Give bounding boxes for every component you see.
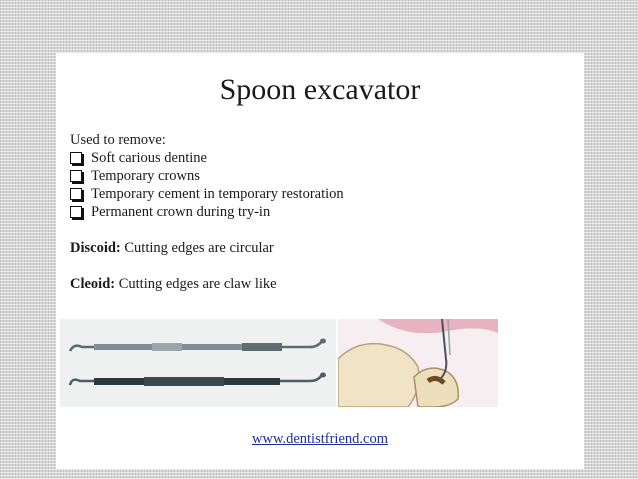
slide-body	[70, 131, 570, 293]
uses-list	[70, 149, 570, 221]
checkbox-bullet-icon	[70, 188, 82, 200]
slide-title: Spoon excavator	[219, 73, 421, 106]
uses-heading: Used to remove:	[70, 132, 166, 148]
slide-panel	[56, 53, 584, 469]
discoid-definition	[70, 239, 570, 257]
cleoid-definition	[70, 275, 570, 293]
checkbox-bullet-icon	[70, 152, 82, 164]
website-link[interactable]: www.dentistfriend.com	[252, 431, 388, 447]
instruments-image	[60, 319, 336, 407]
cleoid-label: Cleoid:	[70, 276, 116, 292]
list-item: Soft carious dentine	[70, 149, 570, 167]
discoid-label: Discoid:	[70, 240, 121, 256]
list-item: Permanent crown during try-in	[70, 203, 570, 221]
discoid-text: Cutting edges are circular	[120, 240, 274, 256]
checkbox-bullet-icon	[70, 206, 82, 218]
list-item: Temporary crowns	[70, 167, 570, 185]
checkbox-bullet-icon	[70, 170, 82, 182]
tooth-image	[338, 319, 498, 407]
cleoid-text: Cutting edges are claw like	[115, 276, 277, 292]
list-item: Temporary cement in temporary restoration	[70, 185, 570, 203]
